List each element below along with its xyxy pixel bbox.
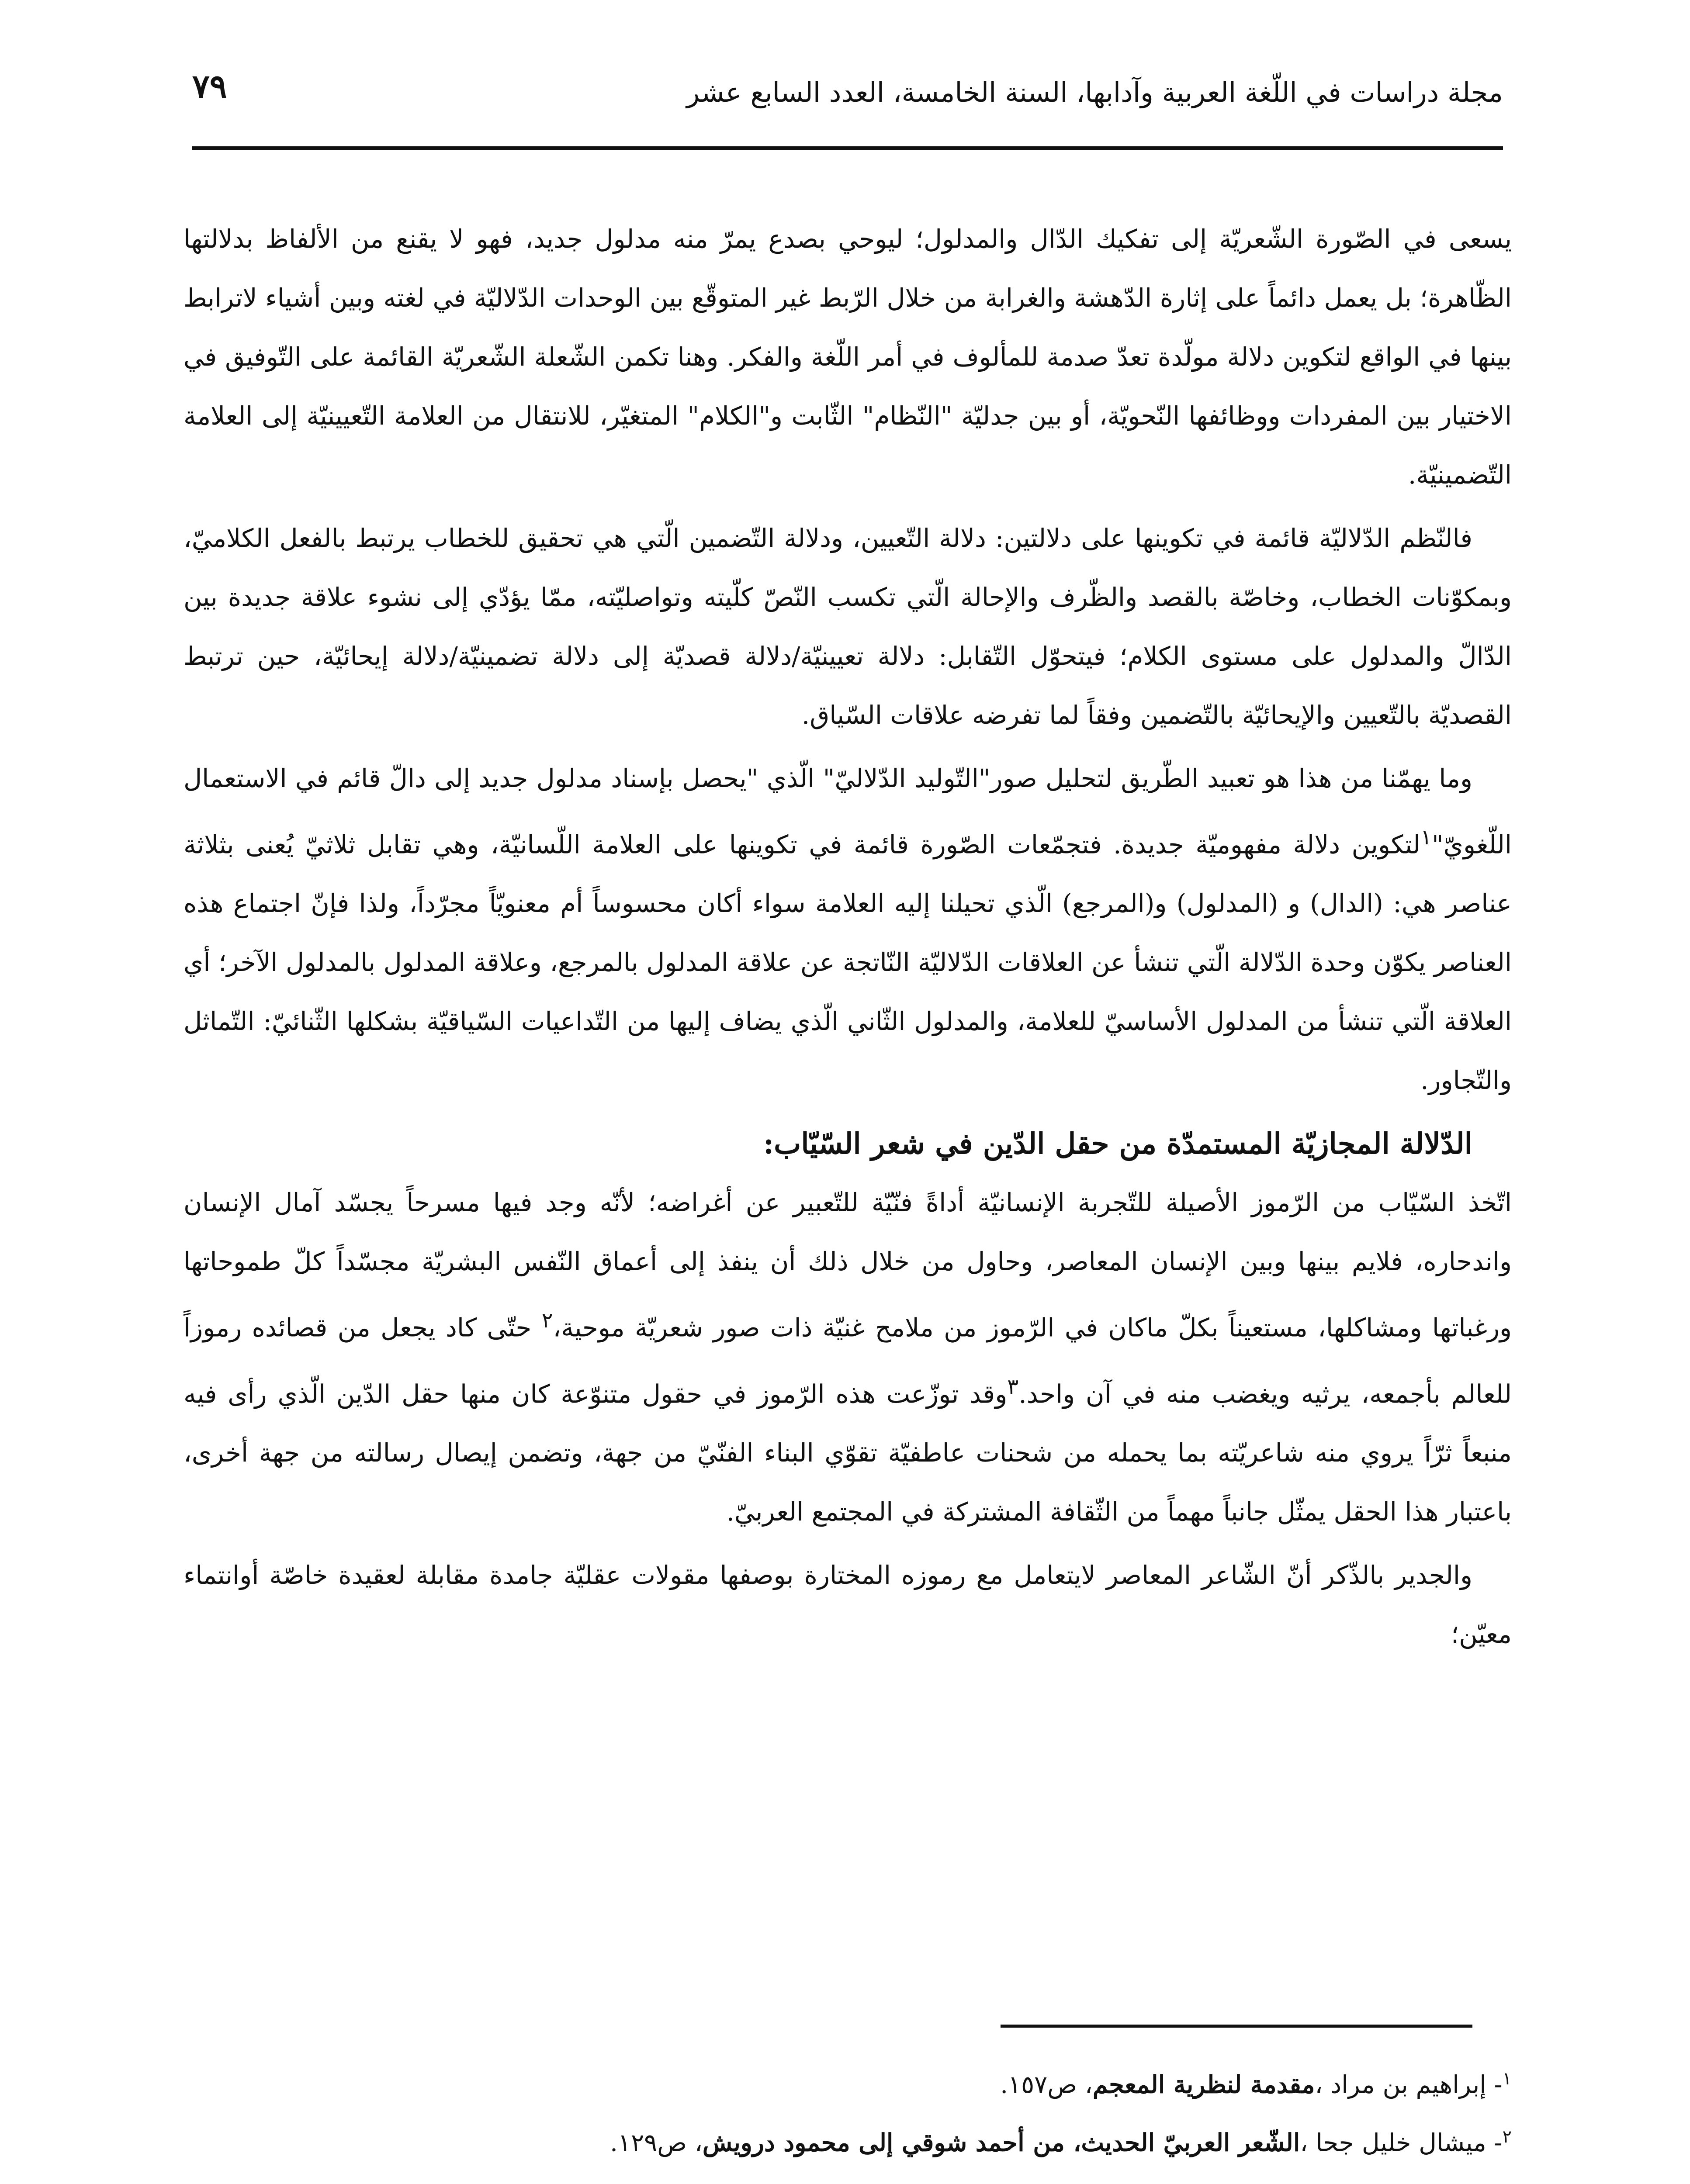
paragraph-text: وما يهمّنا من هذا هو تعبيد الطّريق لتحليل صور"التّوليد الدّلاليّ" الّذي "يحصل بإسناد مدلول جديد إلى دالّ قائم في الاستعمال اللّغويّ" <box>184 764 1512 860</box>
body-paragraph: فالنّظم الدّلاليّة قائمة في تكوينها على دلالتين: دلالة التّعيين، ودلالة التّضمين الّتي هي تحقيق للخطاب يرتبط بالفعل الكلاميّ، وبمكوّنات الخطاب، وخاصّة بالقصد والظّرف والإحالة الّتي تكسب النّصّ كلّيته وتواصليّته، ممّا يؤدّي إلى نشوء علاقة جديدة بين الدّالّ والمدلول على مستوى الكلام؛ فيتحوّل التّقابل: دلالة تعيينيّة/دلالة قصديّة إلى دلالة تضمينيّة/دلالة إيحائيّة، حين ترتبط القصديّة بالتّعيين والإيحائيّة بالتّضمين وفقاً لما تفرضه علاقات السّياق. <box>184 523 1512 730</box>
footnote-item <box>184 2053 1512 2111</box>
body-paragraph <box>184 749 1512 1110</box>
body-paragraph: والجدير بالذّكر أنّ الشّاعر المعاصر لايتعامل مع رموزه المختارة بوصفها مقولات عقليّة جامدة مقابلة لعقيدة خاصّة أوانتماء معيّن؛ <box>184 1560 1512 1649</box>
paragraph-text: حتّى كاد يجعل من قصائده رموزاً للعالم بأجمعه، يرثيه ويغضب منه في آن واحد. <box>184 1313 1512 1409</box>
footnote-reference[interactable]: ٣ <box>1007 1374 1019 1399</box>
page-number: ٧٩ <box>192 68 227 105</box>
footnote-author: - ميشال خليل جحا ، <box>1300 2129 1503 2157</box>
footnote-item <box>184 2169 1512 2184</box>
footnote-number: ٢ <box>1502 2126 1512 2147</box>
footnote-title: مقدمة لنظرية المعجم <box>1092 2070 1315 2099</box>
paragraph-text: وقد توزّعت هذه الرّموز في حقول متنوّعة كان منها حقل الدّين الّذي رأى فيه منبعاً ثرّاً يروي منه شاعريّته بما يحمله من شحنات عاطفيّة تقوّي البناء الفنّيّ من جهة، وتضمن إيصال رسالته من جهة أخرى، باعتبار هذا الحقل يمثّل جانباً مهماً من الثّقافة المشتركة في المجتمع العربيّ. <box>184 1379 1512 1527</box>
footnote-title: الشّعر العربيّ الحديث، من أحمد شوقي إلى محمود درويش <box>702 2128 1300 2157</box>
page-header <box>192 66 1503 150</box>
footnote-reference[interactable]: ٢ <box>541 1308 553 1333</box>
footnote-author: - إبراهيم بن مراد ، <box>1315 2070 1503 2099</box>
footnote-separator <box>1001 2025 1472 2028</box>
footnote-reference[interactable]: ١ <box>1420 825 1432 850</box>
footnote-page: ، ص١٥٧. <box>1000 2070 1093 2099</box>
footnote-number: ١ <box>1502 2069 1512 2089</box>
footnote-page: ، ص١٢٩. <box>610 2129 703 2157</box>
footnotes <box>184 2053 1512 2184</box>
journal-title: مجلة دراسات في اللّغة العربية وآدابها، السنة الخامسة، العدد السابع عشر <box>686 76 1503 108</box>
paragraph-text: لتكوين دلالة مفهوميّة جديدة. فتجمّعات الصّورة قائمة في تكوينها على العلامة اللّسانيّة، وهي تقابل ثلاثيّ يُعنى بثلاثة عناصر هي: (الدال) و (المدلول) و(المرجع) الّذي تحيلنا إليه العلامة سواء أكان محسوساً أم معنويّاً مجرّداً، ولذا فإنّ اجتماع هذه العناصر يكوّن وحدة الدّلالة الّتي تنشأ عن العلاقات الدّلاليّة النّاتجة عن علاقة المدلول بالمرجع، وعلاقة المدلول بالمدلول الآخر؛ أي العلاقة الّتي تنشأ من المدلول الأساسيّ للعلامة، والمدلول الثّاني الّذي يضاف إليها من التّداعيات السّياقيّة بشكلها الثّنائيّ: التّماثل والتّجاور. <box>184 829 1512 1095</box>
body-paragraph: يسعى في الصّورة الشّعريّة إلى تفكيك الدّال والمدلول؛ ليوحي بصدع يمرّ منه مدلول جديد، فهو لا يقنع من الألفاظ بدلالتها الظّاهرة؛ بل يعمل دائماً على إثارة الدّهشة والغرابة من خلال الرّبط غير المتوقّع بين الوحدات الدّلاليّة في لغته وبين أشياء لاترابط بينها في الواقع لتكوين دلالة مولّدة تعدّ صدمة للمألوف في أمر اللّغة والفكر. وهنا تكمن الشّعلة الشّعريّة القائمة على التّوفيق في الاختيار بين المفردات ووظائفها النّحويّة، أو بين جدليّة "النّظام" الثّابت و"الكلام" المتغيّر، للانتقال من العلامة التّعيينيّة إلى العلامة التّضمينيّة. <box>184 224 1512 490</box>
article-body <box>184 210 1512 1668</box>
footnote-item <box>184 2111 1512 2169</box>
paragraph-text: اتّخذ السّيّاب من الرّموز الأصيلة للتّجربة الإنسانيّة أداةً فنّيّة للتّعبير عن أغراضه؛ لأنّه وجد فيها مسرحاً يجسّد آمال الإنسان واندحاره، فلايم بينها وبين الإنسان المعاصر، وحاول من خلال ذلك أن ينفذ إلى أعماق النّفس البشريّة مجسّداً كلّ طموحاتها ورغباتها ومشاكلها، مستعيناً بكلّ ماكان في الرّموز من ملامح غنيّة ذات صور شعريّة موحية، <box>184 1188 1512 1343</box>
section-heading: الدّلالة المجازيّة المستمدّة من حقل الدّين في شعر السّيّاب: <box>763 1127 1472 1161</box>
body-paragraph <box>184 1173 1512 1541</box>
